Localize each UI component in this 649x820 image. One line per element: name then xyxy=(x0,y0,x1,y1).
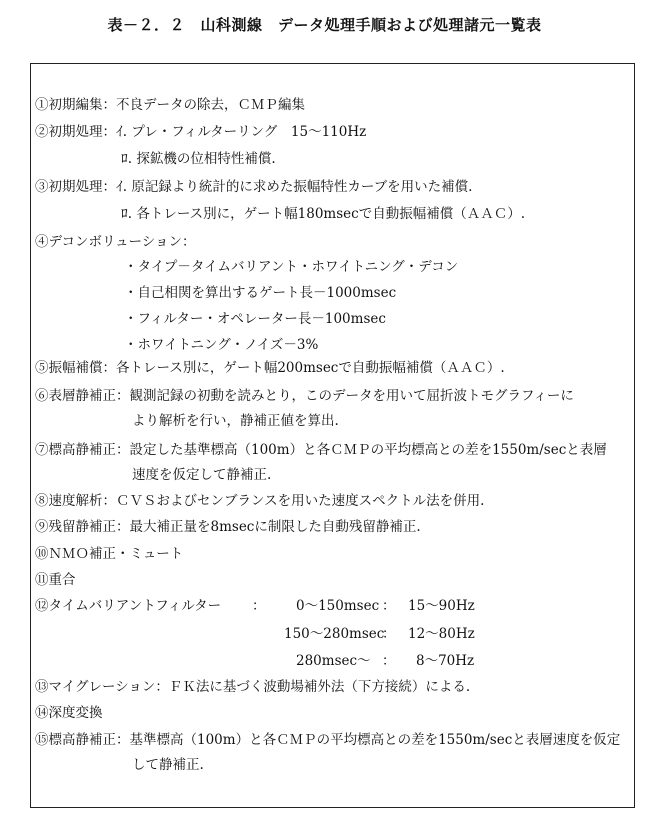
item-label: 振幅補償 xyxy=(48,360,103,376)
item-label: 残留静補正 xyxy=(48,519,116,535)
item-label: デコンボリューション xyxy=(48,234,183,250)
item-text: ：不良データの除去，ＣＭＰ編集 xyxy=(102,97,305,113)
item-label: 重合 xyxy=(48,572,76,588)
list-item xyxy=(35,518,421,536)
item-number: ⑩ xyxy=(35,546,49,562)
list-item xyxy=(35,571,76,589)
filter-separator: ： xyxy=(382,653,396,669)
item-text: ： xyxy=(182,234,196,250)
list-item xyxy=(35,359,505,377)
list-item xyxy=(35,387,574,405)
item-text: ： xyxy=(252,598,266,614)
item-number: ② xyxy=(35,124,49,140)
list-item xyxy=(35,545,183,563)
list-item xyxy=(35,96,305,114)
item-number: ③ xyxy=(35,179,49,195)
item-number: ⑤ xyxy=(35,360,49,376)
list-continuation: して静補正. xyxy=(132,757,204,773)
item-number: ⑪ xyxy=(35,572,49,588)
item-label: 初期処理 xyxy=(48,124,103,140)
item-text: ：設定した基準標高（100m）と各ＣＭＰの平均標高との差を1550m/secと表層 xyxy=(116,442,607,458)
item-number: ⑭ xyxy=(35,705,49,721)
list-item xyxy=(35,731,620,749)
list-continuation: 速度を仮定して静補正. xyxy=(132,467,272,483)
bullet-item: ・ホワイトニング・ノイズ－3% xyxy=(124,337,319,353)
item-label: 深度変換 xyxy=(48,705,103,721)
item-number: ⑦ xyxy=(35,442,49,458)
filter-separator: ： xyxy=(382,598,396,614)
list-item xyxy=(35,704,103,722)
item-text: ：基準標高（100m）と各ＣＭＰの平均標高との差を1550m/secと表層速度を仮定 xyxy=(116,732,621,748)
item-number: ④ xyxy=(35,234,49,250)
item-text: ：各トレース別に，ゲート幅200msecで自動振幅補償（ＡＡＣ）. xyxy=(102,360,505,376)
bullet-item: ・タイプ－タイムバリアント・ホワイトニング・デコン xyxy=(124,259,459,275)
item-number: ① xyxy=(35,97,49,113)
list-item xyxy=(35,678,470,696)
item-label: ＮＭＯ補正・ミュート xyxy=(48,546,184,562)
item-label: タイムバリアントフィルター xyxy=(48,598,222,614)
item-number: ⑥ xyxy=(35,388,49,404)
bullet-item: ・フィルター・オペレーター長－100msec xyxy=(124,311,386,327)
filter-time: 150～280msec xyxy=(284,626,385,642)
item-label: 標高静補正 xyxy=(48,732,116,748)
filter-frequency: 15～90Hz xyxy=(408,598,475,614)
list-subitem: ﾛ. 探鉱機の位相特性補償. xyxy=(121,151,276,167)
list-subitem: ﾛ. 各トレース別に，ゲート幅180msecで自動振幅補償（ＡＡＣ）. xyxy=(121,206,525,222)
list-item xyxy=(35,597,221,615)
item-text: ：ＦＫ法に基づく波動場補外法（下方接続）による. xyxy=(155,679,471,695)
list-item xyxy=(35,123,366,141)
item-text: ：ＣＶＳおよびセンブランスを用いた速度スペクトル法を併用. xyxy=(102,493,485,509)
list-item xyxy=(35,233,196,251)
item-label: 速度解析 xyxy=(48,493,103,509)
item-label: 標高静補正 xyxy=(48,442,116,458)
filter-separator: ： xyxy=(382,626,396,642)
filter-frequency: 8～70Hz xyxy=(416,653,475,669)
list-continuation: より解析を行い，静補正値を算出. xyxy=(132,413,339,429)
item-number: ⑮ xyxy=(35,732,49,748)
item-text: ：最大補正量を8msecに制限した自動残留静補正. xyxy=(116,519,421,535)
document-title: 表－２．２ 山科測線 データ処理手順および処理諸元一覧表 xyxy=(107,16,542,34)
content-frame xyxy=(30,63,635,808)
item-label: マイグレーション xyxy=(48,679,156,695)
item-label: 初期処理 xyxy=(48,179,103,195)
list-item xyxy=(35,492,484,510)
filter-time: 280msec～ xyxy=(296,653,371,669)
item-label: 初期編集 xyxy=(48,97,103,113)
list-item xyxy=(35,441,607,459)
item-number: ⑬ xyxy=(35,679,49,695)
item-text: ：ｲ. 原記録より統計的に求めた振幅特性カーブを用いた補償. xyxy=(102,179,473,195)
filter-frequency: 12～80Hz xyxy=(408,626,475,642)
item-number: ⑫ xyxy=(35,598,49,614)
item-number: ⑨ xyxy=(35,519,49,535)
item-text: ：ｲ. プレ・フィルターリング 15～110Hz xyxy=(102,124,367,140)
item-text: ：観測記録の初動を読みとり，このデータを用いて屈折波トモグラフィーに xyxy=(116,388,574,404)
item-label: 表層静補正 xyxy=(48,388,116,404)
filter-time: 0～150msec xyxy=(296,598,380,614)
list-item xyxy=(35,178,472,196)
item-number: ⑧ xyxy=(35,493,49,509)
bullet-item: ・自己相関を算出するゲート長－1000msec xyxy=(124,285,397,301)
